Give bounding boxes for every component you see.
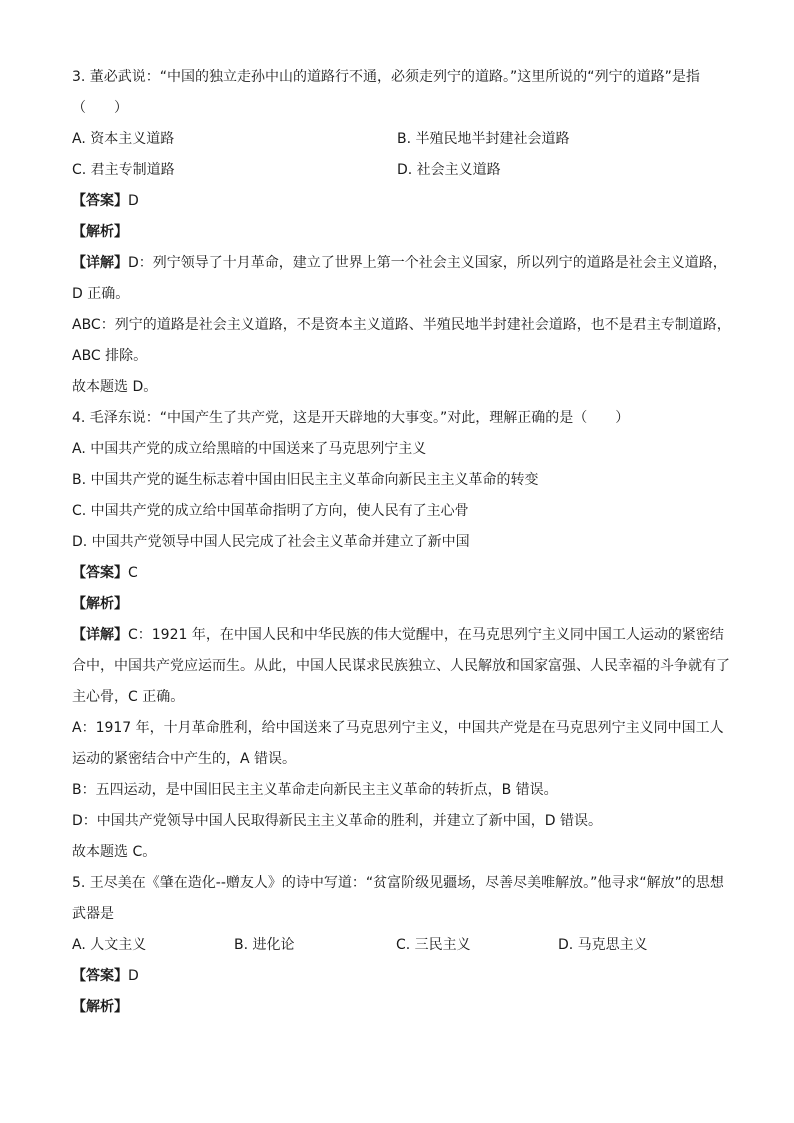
document-content [72,62,732,1023]
analysis-line [72,992,732,1023]
option-d: D. 中国共产党领导中国人民完成了社会主义革命并建立了新中国 [72,534,470,550]
detail-paragraph: D：中国共产党领导中国人民取得新民主主义革命的胜利，并建立了新中国，D 错误。 [72,813,603,829]
answer-tag: 【答案】 [72,193,128,209]
detail-tag: 【详解】 [72,255,128,271]
answer-value: C [128,565,138,581]
option-a: A. 中国共产党的成立给黑暗的中国送来了马克思列宁主义 [72,441,427,457]
detail-paragraph: B：五四运动，是中国旧民主主义革命走向新民主主义革命的转折点，B 错误。 [72,782,558,798]
answer-line [72,558,732,589]
answer-value: D [128,193,139,209]
question-4 [72,403,732,868]
option-d: D. 马克思主义 [558,937,648,953]
analysis-tag: 【解析】 [72,596,128,612]
option-d: D. 社会主义道路 [397,162,501,178]
option-c: C. 中国共产党的成立给中国革命指明了方向，使人民有了主心骨 [72,503,469,519]
option-a: A. 人文主义 [72,937,147,953]
options-row [72,930,732,961]
answer-tag: 【答案】 [72,565,128,581]
conclusion-line: 故本题选 D。 [72,379,158,395]
options-row [72,124,732,155]
option-c: C. 三民主义 [396,937,471,953]
conclusion-line: 故本题选 C。 [72,844,157,860]
detail-paragraph [72,620,732,713]
answer-value: D [128,968,139,984]
detail-paragraph: ABC：列宁的道路是社会主义道路，不是资本主义道路、半殖民地半封建社会道路，也不是君主专制道路，ABC 排除。 [72,317,731,364]
question-5 [72,868,732,1023]
answer-tag: 【答案】 [72,968,128,984]
question-stem: 5. 王尽美在《肇在造化--赠友人》的诗中写道：“贫富阶级见疆场，尽善尽美唯解放。”他寻求“解放”的思想武器是 [72,875,724,922]
question-3 [72,62,732,403]
analysis-tag: 【解析】 [72,999,128,1015]
detail-text: C：1921 年，在中国人民和中华民族的伟大觉醒中，在马克思列宁主义同中国工人运动的紧密结合中，中国共产党应运而生。从此，中国人民谋求民族独立、人民解放和国家富强、人民幸福的斗争就有了主心骨，C 正确。 [72,627,730,705]
detail-text: D：列宁领导了十月革命，建立了世界上第一个社会主义国家，所以列宁的道路是社会主义道路，D 正确。 [72,255,727,302]
option-c: C. 君主专制道路 [72,162,175,178]
answer-line [72,186,732,217]
analysis-tag: 【解析】 [72,224,128,240]
analysis-line [72,589,732,620]
analysis-line [72,217,732,248]
detail-tag: 【详解】 [72,627,128,643]
detail-paragraph [72,248,732,310]
question-stem: 3. 董必武说：“中国的独立走孙中山的道路行不通，必须走列宁的道路。”这里所说的“列宁的道路”是指（ ） [72,69,700,116]
options-row [72,155,732,186]
option-b: B. 中国共产党的诞生标志着中国由旧民主主义革命向新民主主义革命的转变 [72,472,539,488]
detail-paragraph: A：1917 年，十月革命胜利，给中国送来了马克思列宁主义，中国共产党是在马克思列宁主义同中国工人运动的紧密结合中产生的，A 错误。 [72,720,724,767]
option-b: B. 半殖民地半封建社会道路 [397,131,570,147]
question-stem: 4. 毛泽东说：“中国产生了共产党，这是开天辟地的大事变。”对此，理解正确的是（ ） [72,410,630,426]
answer-line [72,961,732,992]
option-b: B. 进化论 [234,937,295,953]
option-a: A. 资本主义道路 [72,131,175,147]
